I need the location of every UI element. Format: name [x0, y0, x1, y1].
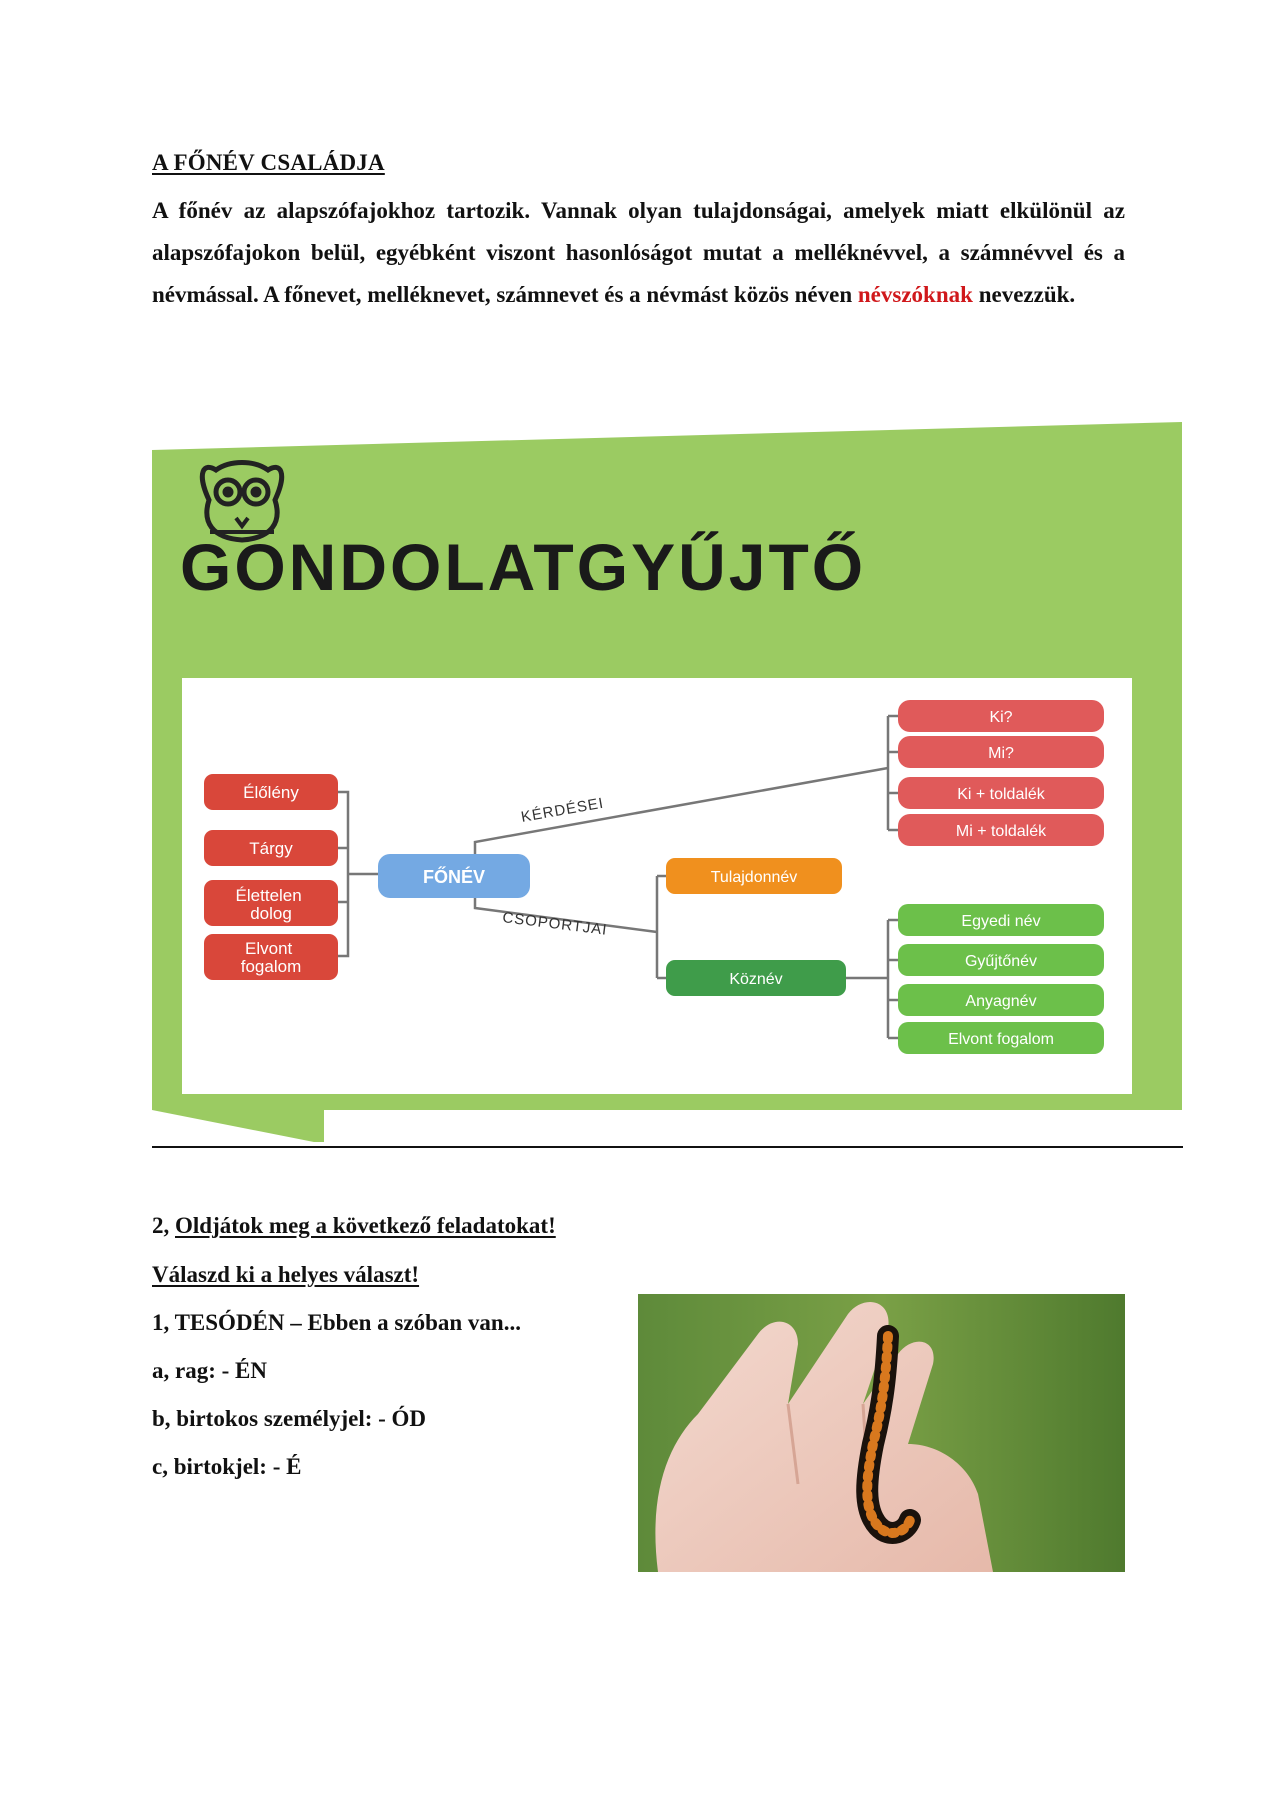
common-item: Gyűjtőnév: [964, 953, 1038, 970]
left-item-line: fogalom: [240, 957, 302, 976]
mindmap-svg: [152, 422, 1182, 1142]
intro-text-1: A főnév az alapszófajokhoz tartozik. Vannak olyan tulajdonságai, amelyek miatt elkülönül az alapszófajokon belül, egyébként viszont hasonlóságot mutat a melléknévvel, a számnévvel és a névmással. A főnevet, melléknevet, számnevet és a névmást közös néven: [152, 198, 1125, 307]
highlight-term: névszóknak: [857, 282, 973, 307]
task-instruction: Válaszd ki a helyes választ!: [152, 1262, 420, 1287]
left-item-line: dolog: [250, 904, 292, 923]
question-item: Mi + toldalék: [955, 823, 1047, 840]
mindmap-infographic: [152, 422, 1182, 1142]
common-item: Elvont fogalom: [948, 1031, 1054, 1048]
caterpillar-photo: [638, 1294, 1125, 1572]
left-item: Élőlény: [243, 783, 299, 802]
answer-option-a[interactable]: a, rag: - ÉN: [152, 1358, 267, 1383]
photo-svg: [638, 1294, 1125, 1572]
left-item: Tárgy: [249, 839, 293, 858]
questions-label: KÉRDÉSEI: [519, 794, 606, 826]
question-item: Ki?: [989, 709, 1013, 726]
proper-noun: Tulajdonnév: [710, 869, 798, 886]
intro-paragraph: [152, 190, 1125, 316]
groups-label: CSOPORTJAI: [501, 909, 609, 939]
left-item: [241, 939, 301, 976]
left-item-line: Élettelen: [235, 886, 302, 905]
center-node: FŐNÉV: [422, 867, 486, 887]
banner-tab: [152, 1110, 324, 1142]
left-item-line: Elvont: [245, 939, 293, 958]
intro-text-2: nevezzük.: [972, 282, 1076, 307]
page-title: A FŐNÉV CSALÁDJA: [152, 150, 385, 175]
horizontal-rule: [152, 1146, 1183, 1148]
common-item: Anyagnév: [965, 993, 1037, 1010]
banner-title: GONDOLATGYŰJTŐ: [180, 530, 867, 604]
question-item: Ki + toldalék: [957, 786, 1045, 803]
common-item: Egyedi név: [961, 913, 1041, 930]
common-noun: Köznév: [729, 971, 783, 988]
task-number: 2,: [152, 1213, 175, 1238]
question-item: Mi?: [988, 745, 1014, 762]
task-heading: [152, 1213, 556, 1239]
answer-option-b[interactable]: b, birtokos személyjel: - ÓD: [152, 1406, 427, 1431]
question-text: 1, TESÓDÉN – Ebben a szóban van...: [152, 1310, 521, 1335]
task-title: Oldjátok meg a következő feladatokat!: [175, 1213, 556, 1238]
answer-option-c[interactable]: c, birtokjel: - É: [152, 1454, 302, 1479]
